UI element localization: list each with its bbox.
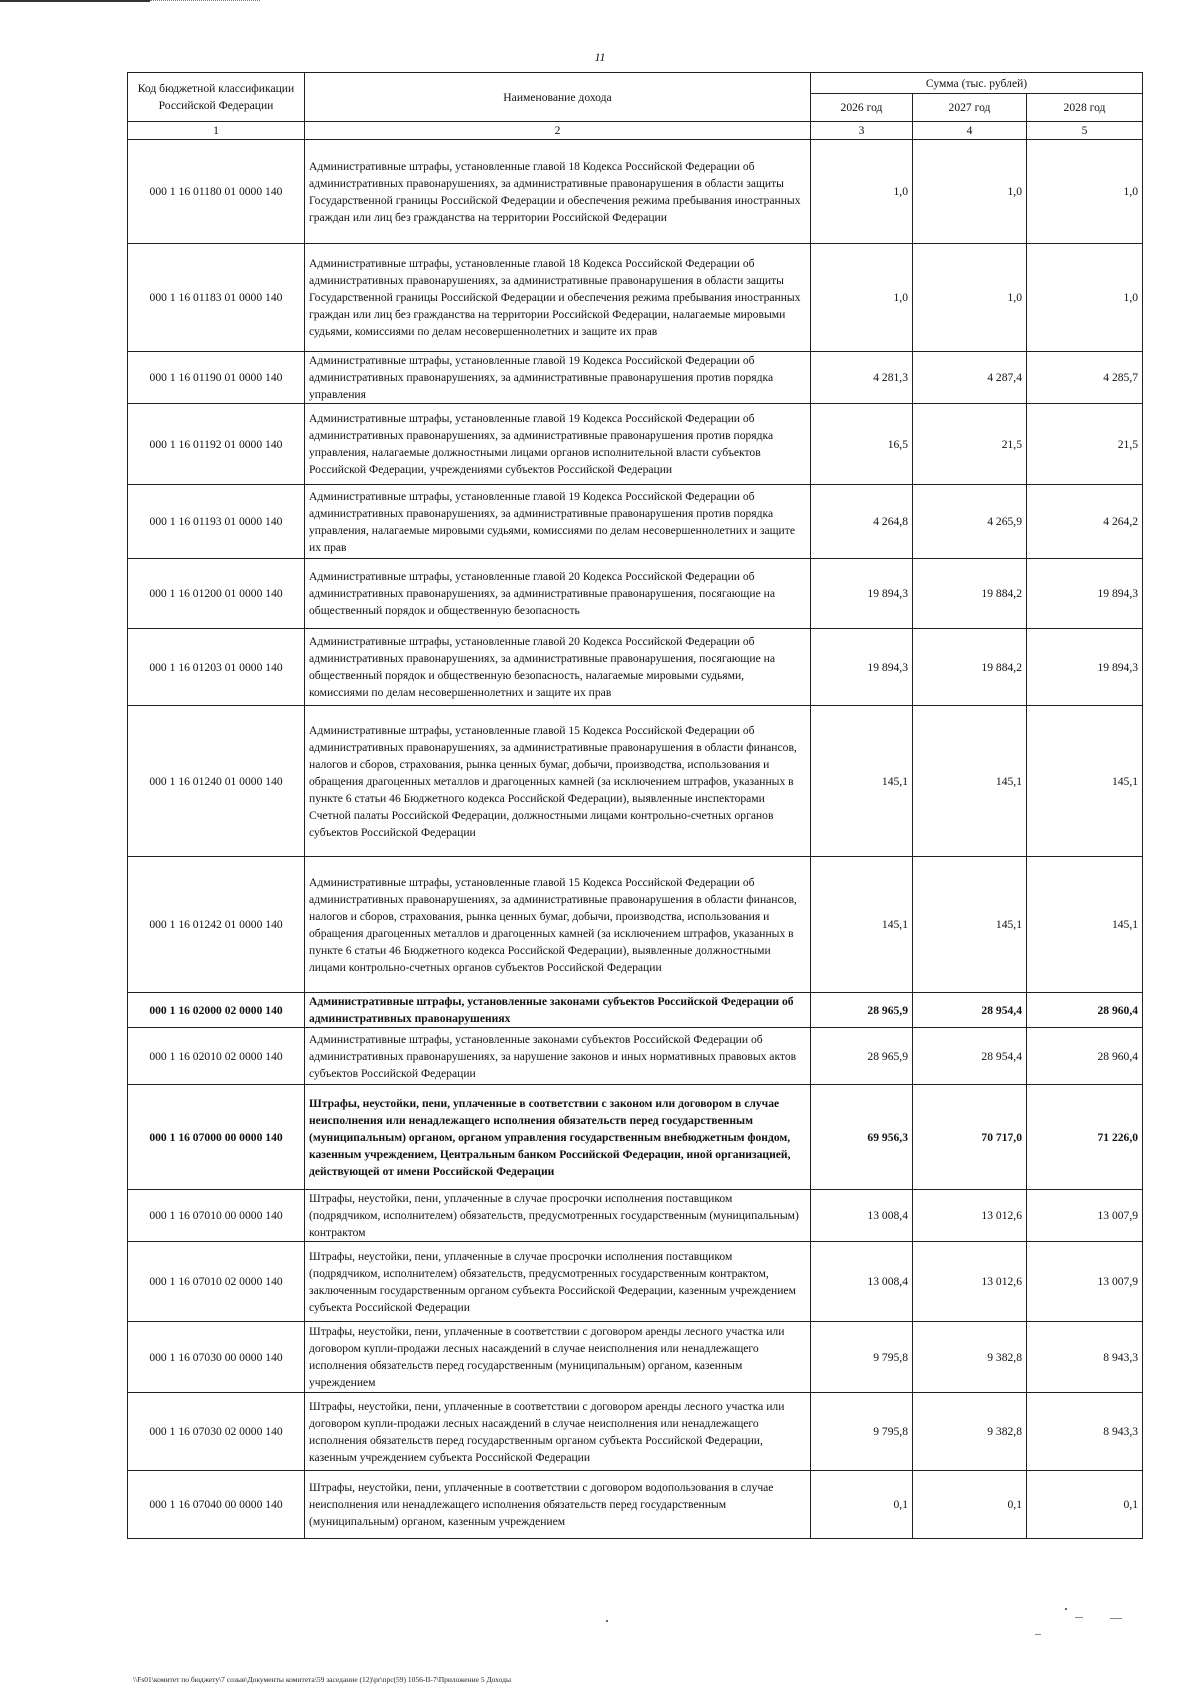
row-code: 000 1 16 07000 00 0000 140 — [128, 1085, 305, 1190]
scan-artifact-speck — [1075, 1617, 1083, 1618]
row-amount-2026: 0,1 — [811, 1471, 913, 1539]
row-code: 000 1 16 02000 02 0000 140 — [128, 993, 305, 1028]
table-row — [128, 993, 1143, 1028]
scan-artifact-speck — [1065, 1608, 1067, 1610]
table-row — [128, 244, 1143, 352]
row-code: 000 1 16 01193 01 0000 140 — [128, 485, 305, 559]
row-code: 000 1 16 02010 02 0000 140 — [128, 1028, 305, 1085]
row-amount-2028: 21,5 — [1027, 404, 1143, 485]
file-path-footer: \\Fs01\комитет по бюджету\7 созыв\Документы комитета\59 заседание (12)\pr\прс(59) 1056-II-7\Приложение 5 Доходы — [133, 1675, 512, 1684]
row-amount-2027: 145,1 — [913, 706, 1027, 857]
row-amount-2028: 13 007,9 — [1027, 1190, 1143, 1242]
row-amount-2026: 1,0 — [811, 244, 913, 352]
row-amount-2026: 13 008,4 — [811, 1190, 913, 1242]
table-header — [128, 73, 1143, 140]
row-amount-2026: 28 965,9 — [811, 993, 913, 1028]
row-code: 000 1 16 01192 01 0000 140 — [128, 404, 305, 485]
row-code: 000 1 16 01200 01 0000 140 — [128, 559, 305, 629]
row-name: Административные штрафы, установленные главой 18 Кодекса Российской Федерации об административных правонарушениях, за административные правонарушения в области защиты Государственной границы Российской Федерации и обеспечения режима пребывания иностранных граждан или лиц без гражданства на территории Российской Федерации, налагаемые мировыми судьями, комиссиями по делам несовершеннолетних и защите их прав — [305, 244, 811, 352]
row-amount-2026: 13 008,4 — [811, 1242, 913, 1322]
row-amount-2026: 145,1 — [811, 706, 913, 857]
row-amount-2027: 70 717,0 — [913, 1085, 1027, 1190]
row-amount-2028: 145,1 — [1027, 706, 1143, 857]
table-row — [128, 1242, 1143, 1322]
table-row — [128, 140, 1143, 244]
column-number: 1 — [128, 122, 305, 140]
table-row — [128, 1028, 1143, 1085]
scan-artifact-speck — [1110, 1618, 1122, 1619]
row-amount-2028: 1,0 — [1027, 244, 1143, 352]
row-name: Штрафы, неустойки, пени, уплаченные в соответствии с законом или договором в случае неисполнения или ненадлежащего исполнения обязательств перед государственным (муниципальным) органом, органом управления государственным внебюджетным фондом, казенным учреждением, Центральным банком Российской Федерации, иной организацией, действующей от имени Российской Федерации — [305, 1085, 811, 1190]
scan-artifact-dotted-line — [150, 0, 260, 1]
table-row — [128, 1471, 1143, 1539]
row-amount-2026: 69 956,3 — [811, 1085, 913, 1190]
row-amount-2028: 8 943,3 — [1027, 1393, 1143, 1471]
row-name: Штрафы, неустойки, пени, уплаченные в соответствии с договором аренды лесного участка или договором купли-продажи лесных насаждений в случае неисполнения или ненадлежащего исполнения обязательств перед государственным органом субъекта Российской Федерации, казенным учреждением субъекта Российской Федерации — [305, 1393, 811, 1471]
row-amount-2028: 8 943,3 — [1027, 1322, 1143, 1393]
row-name: Административные штрафы, установленные главой 15 Кодекса Российской Федерации об административных правонарушениях, за административные правонарушения в области финансов, налогов и сборов, страхования, рынка ценных бумаг, добычи, производства, использования и обращения драгоценных металлов и драгоценных камней (за исключением штрафов, указанных в пункте 6 статьи 46 Бюджетного кодекса Российской Федерации), выявленные должностными лицами контрольно-счетных органов субъектов Российской Федерации — [305, 857, 811, 993]
column-number: 3 — [811, 122, 913, 140]
row-amount-2027: 9 382,8 — [913, 1322, 1027, 1393]
row-amount-2028: 28 960,4 — [1027, 1028, 1143, 1085]
row-amount-2028: 28 960,4 — [1027, 993, 1143, 1028]
header-year-2028: 2028 год — [1027, 94, 1143, 122]
row-amount-2027: 13 012,6 — [913, 1242, 1027, 1322]
row-name: Административные штрафы, установленные главой 19 Кодекса Российской Федерации об административных правонарушениях, за административные правонарушения против порядка управления, налагаемые мировыми судьями, комиссиями по делам несовершеннолетних и защите их прав — [305, 485, 811, 559]
row-name: Административные штрафы, установленные главой 18 Кодекса Российской Федерации об административных правонарушениях, за административные правонарушения в области защиты Государственной границы Российской Федерации и обеспечения режима пребывания иностранных граждан или лиц без гражданства на территории Российской Федерации — [305, 140, 811, 244]
table-row — [128, 629, 1143, 706]
row-name: Штрафы, неустойки, пени, уплаченные в случае просрочки исполнения поставщиком (подрядчиком, исполнителем) обязательств, предусмотренных государственным контрактом, заключенным государственным органом субъекта Российской Федерации, казенным учреждением субъекта Российской Федерации — [305, 1242, 811, 1322]
header-code: Код бюджетной классификации Российской Федерации — [128, 73, 305, 122]
header-sum: Сумма (тыс. рублей) — [811, 73, 1143, 94]
row-amount-2027: 4 265,9 — [913, 485, 1027, 559]
row-name: Административные штрафы, установленные законами субъектов Российской Федерации об административных правонарушениях, за нарушение законов и иных нормативных правовых актов субъектов Российской Федерации — [305, 1028, 811, 1085]
row-name: Административные штрафы, установленные главой 20 Кодекса Российской Федерации об административных правонарушениях, за административные правонарушения, посягающие на общественный порядок и общественную безопасность, налагаемые мировыми судьями, комиссиями по делам несовершеннолетних и защите их прав — [305, 629, 811, 706]
scan-artifact-speck — [1035, 1634, 1041, 1635]
row-amount-2027: 19 884,2 — [913, 559, 1027, 629]
scan-artifact-line — [0, 0, 150, 2]
table-row — [128, 485, 1143, 559]
column-number: 2 — [305, 122, 811, 140]
row-name: Штрафы, неустойки, пени, уплаченные в соответствии с договором аренды лесного участка или договором купли-продажи лесных насаждений в случае неисполнения или ненадлежащего исполнения обязательств перед государственным (муниципальным) органом, казенным учреждением — [305, 1322, 811, 1393]
row-amount-2026: 4 281,3 — [811, 352, 913, 404]
table-row — [128, 857, 1143, 993]
header-year-2027: 2027 год — [913, 94, 1027, 122]
table-row — [128, 404, 1143, 485]
row-amount-2026: 1,0 — [811, 140, 913, 244]
row-code: 000 1 16 07040 00 0000 140 — [128, 1471, 305, 1539]
row-amount-2026: 19 894,3 — [811, 629, 913, 706]
table-row — [128, 1190, 1143, 1242]
row-code: 000 1 16 01183 01 0000 140 — [128, 244, 305, 352]
column-number: 5 — [1027, 122, 1143, 140]
row-name: Административные штрафы, установленные главой 20 Кодекса Российской Федерации об административных правонарушениях, за административные правонарушения, посягающие на общественный порядок и общественную безопасность — [305, 559, 811, 629]
row-name: Штрафы, неустойки, пени, уплаченные в соответствии с договором водопользования в случае неисполнения или ненадлежащего исполнения обязательств перед государственным (муниципальным) органом, казенным учреждением — [305, 1471, 811, 1539]
row-name: Административные штрафы, установленные законами субъектов Российской Федерации об административных правонарушениях — [305, 993, 811, 1028]
table-row — [128, 1393, 1143, 1471]
row-amount-2027: 9 382,8 — [913, 1393, 1027, 1471]
row-code: 000 1 16 01180 01 0000 140 — [128, 140, 305, 244]
row-code: 000 1 16 01203 01 0000 140 — [128, 629, 305, 706]
page-number: 11 — [594, 50, 606, 64]
row-amount-2027: 21,5 — [913, 404, 1027, 485]
row-amount-2026: 145,1 — [811, 857, 913, 993]
row-amount-2026: 28 965,9 — [811, 1028, 913, 1085]
row-amount-2027: 28 954,4 — [913, 1028, 1027, 1085]
row-code: 000 1 16 01190 01 0000 140 — [128, 352, 305, 404]
row-code: 000 1 16 07010 00 0000 140 — [128, 1190, 305, 1242]
table-row — [128, 1085, 1143, 1190]
row-amount-2028: 4 285,7 — [1027, 352, 1143, 404]
row-name: Административные штрафы, установленные главой 19 Кодекса Российской Федерации об административных правонарушениях, за административные правонарушения против порядка управления, налагаемые должностными лицами органов исполнительной власти субъектов Российской Федерации, учреждениями субъектов Российской Федерации — [305, 404, 811, 485]
row-amount-2026: 4 264,8 — [811, 485, 913, 559]
row-code: 000 1 16 07030 02 0000 140 — [128, 1393, 305, 1471]
scan-artifact-speck — [606, 1620, 608, 1622]
row-amount-2028: 71 226,0 — [1027, 1085, 1143, 1190]
row-name: Административные штрафы, установленные главой 19 Кодекса Российской Федерации об административных правонарушениях, за административные правонарушения против порядка управления — [305, 352, 811, 404]
row-amount-2028: 13 007,9 — [1027, 1242, 1143, 1322]
table-row — [128, 352, 1143, 404]
row-amount-2027: 13 012,6 — [913, 1190, 1027, 1242]
row-name: Административные штрафы, установленные главой 15 Кодекса Российской Федерации об административных правонарушениях, за административные правонарушения в области финансов, налогов и сборов, страхования, рынка ценных бумаг, добычи, производства, использования и обращения драгоценных металлов и драгоценных камней (за исключением штрафов, указанных в пункте 6 статьи 46 Бюджетного кодекса Российской Федерации), выявленные инспекторами Счетной палаты Российской Федерации, должностными лицами контрольно-счетных органов субъектов Российской Федерации — [305, 706, 811, 857]
row-amount-2027: 145,1 — [913, 857, 1027, 993]
header-year-2026: 2026 год — [811, 94, 913, 122]
row-amount-2028: 145,1 — [1027, 857, 1143, 993]
row-amount-2026: 9 795,8 — [811, 1393, 913, 1471]
row-code: 000 1 16 01242 01 0000 140 — [128, 857, 305, 993]
row-amount-2028: 0,1 — [1027, 1471, 1143, 1539]
row-amount-2028: 19 894,3 — [1027, 629, 1143, 706]
row-amount-2026: 16,5 — [811, 404, 913, 485]
revenue-table — [127, 72, 1143, 1539]
row-code: 000 1 16 07030 00 0000 140 — [128, 1322, 305, 1393]
row-code: 000 1 16 07010 02 0000 140 — [128, 1242, 305, 1322]
row-amount-2026: 9 795,8 — [811, 1322, 913, 1393]
table-row — [128, 1322, 1143, 1393]
row-amount-2027: 0,1 — [913, 1471, 1027, 1539]
row-amount-2027: 1,0 — [913, 244, 1027, 352]
header-name: Наименование дохода — [305, 73, 811, 122]
column-number: 4 — [913, 122, 1027, 140]
row-amount-2028: 1,0 — [1027, 140, 1143, 244]
row-amount-2028: 19 894,3 — [1027, 559, 1143, 629]
row-amount-2027: 4 287,4 — [913, 352, 1027, 404]
row-name: Штрафы, неустойки, пени, уплаченные в случае просрочки исполнения поставщиком (подрядчиком, исполнителем) обязательств, предусмотренных государственным (муниципальным) контрактом — [305, 1190, 811, 1242]
row-amount-2027: 28 954,4 — [913, 993, 1027, 1028]
row-amount-2026: 19 894,3 — [811, 559, 913, 629]
table-row — [128, 559, 1143, 629]
row-amount-2027: 1,0 — [913, 140, 1027, 244]
table-row — [128, 706, 1143, 857]
row-amount-2028: 4 264,2 — [1027, 485, 1143, 559]
table-body — [128, 140, 1143, 1539]
row-code: 000 1 16 01240 01 0000 140 — [128, 706, 305, 857]
row-amount-2027: 19 884,2 — [913, 629, 1027, 706]
